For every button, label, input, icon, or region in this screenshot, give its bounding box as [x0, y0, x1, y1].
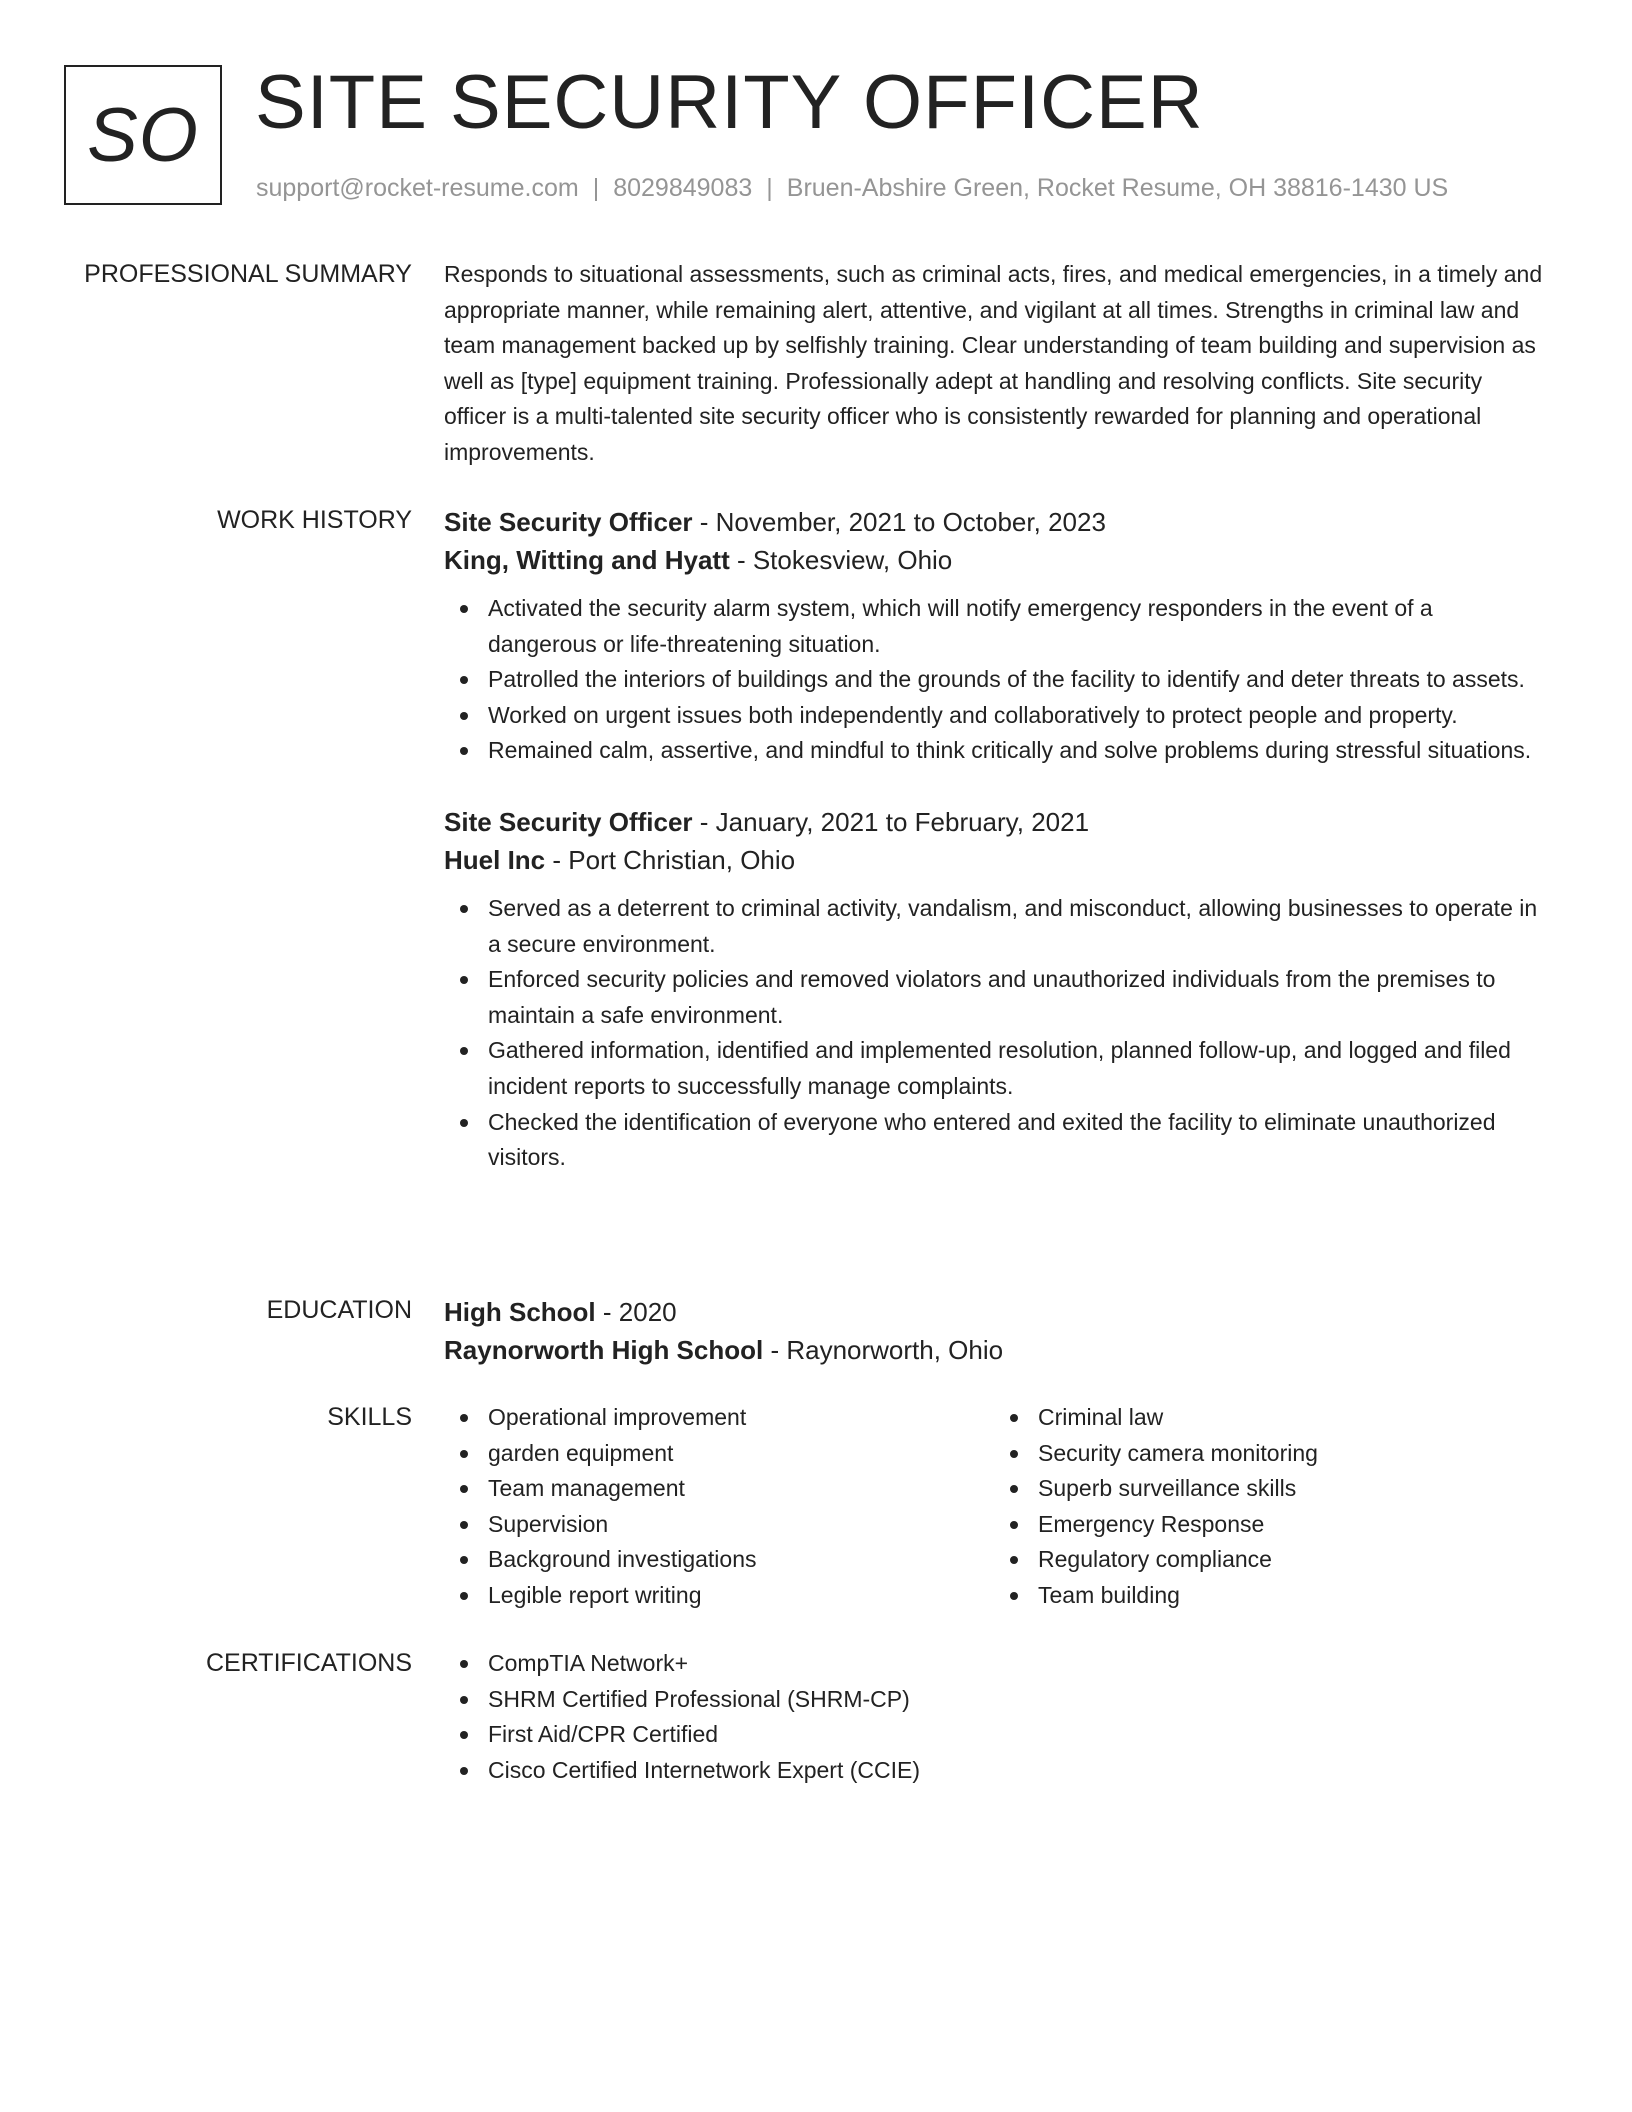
list-item: Criminal law: [1038, 1400, 1544, 1436]
job-entry: [444, 503, 1544, 769]
job-entry: [444, 803, 1544, 1176]
list-item: Regulatory compliance: [1038, 1542, 1544, 1578]
list-item: Worked on urgent issues both independently and collaboratively to protect people and property.: [488, 698, 1544, 734]
job-dates: - January, 2021 to February, 2021: [692, 806, 1090, 837]
list-item: Team building: [1038, 1578, 1544, 1614]
list-item: Remained calm, assertive, and mindful to think critically and solve problems during stressful situations.: [488, 733, 1544, 769]
summary-text: Responds to situational assessments, such as criminal acts, fires, and medical emergencies, in a timely and appropriate manner, while remaining alert, attentive, and vigilant at all times. Strengths in criminal law and team management backed up by selfishly training. Clear understanding of team building and supervision as well as [type] equipment training. Professionally adept at handling and resolving conflicts. Site security officer is a multi-talented site security officer who is consistently rewarded for planning and operational improvements.: [444, 261, 1543, 465]
list-item: Served as a deterrent to criminal activity, vandalism, and misconduct, allowing businesses to operate in a secure environment.: [488, 891, 1544, 962]
degree-line: [444, 1293, 1544, 1331]
job-role: Site Security Officer: [444, 507, 693, 537]
job-dates: - November, 2021 to October, 2023: [692, 507, 1106, 537]
job-company-line: [444, 841, 1544, 879]
list-item: First Aid/CPR Certified: [488, 1717, 1544, 1753]
skills-list-left: [444, 1400, 994, 1614]
contact-email[interactable]: support@rocket-resume.com: [256, 174, 579, 202]
list-item: Legible report writing: [488, 1578, 994, 1614]
monogram-box: [64, 65, 222, 205]
job-title-line: [444, 803, 1544, 841]
job-bullets: [444, 591, 1544, 769]
skills-list-right: [994, 1400, 1544, 1614]
job-bullets: [444, 891, 1544, 1176]
list-item: Security camera monitoring: [1038, 1436, 1544, 1472]
list-item: CompTIA Network+: [488, 1646, 1544, 1682]
section-title: CERTIFICATIONS: [205, 1649, 412, 1677]
job-title-line: [444, 503, 1544, 541]
contact-address: Bruen-Abshire Green, Rocket Resume, OH 38816-1430 US: [786, 174, 1449, 202]
section-title: SKILLS: [327, 1403, 412, 1431]
monogram-initials: SO: [87, 92, 199, 178]
list-item: garden equipment: [488, 1436, 994, 1472]
certifications-list: [444, 1646, 1544, 1788]
school-name: Raynorworth High School: [444, 1335, 764, 1365]
list-item: Superb surveillance skills: [1038, 1471, 1544, 1507]
job-company-line: [444, 541, 1544, 579]
contact-phone[interactable]: 8029849083: [613, 174, 753, 202]
list-item: SHRM Certified Professional (SHRM-CP): [488, 1682, 1544, 1718]
list-item: Enforced security policies and removed violators and unauthorized individuals from the premises to maintain a safe environment.: [488, 962, 1544, 1033]
skills-columns: [444, 1400, 1544, 1614]
certifications-body: [444, 1646, 1544, 1788]
list-item: Operational improvement: [488, 1400, 994, 1436]
resume-title: SITE SECURITY OFFICER: [255, 60, 1204, 145]
contact-line: [256, 172, 1448, 204]
job-company: King, Witting and Hyatt: [444, 545, 730, 575]
job-role: Site Security Officer: [444, 806, 693, 837]
list-item: Gathered information, identified and implemented resolution, planned follow-up, and logged and filed incident reports to successfully manage complaints.: [488, 1033, 1544, 1104]
section-title: WORK HISTORY: [217, 506, 412, 534]
contact-separator: |: [766, 174, 773, 202]
section-title: PROFESSIONAL SUMMARY: [84, 260, 412, 288]
skills-body: [444, 1400, 1544, 1614]
list-item: Cisco Certified Internetwork Expert (CCIE): [488, 1753, 1544, 1789]
degree-year: - 2020: [595, 1297, 677, 1327]
job-company: Huel Inc: [444, 844, 546, 875]
school-line: [444, 1331, 1544, 1369]
list-item: Team management: [488, 1471, 994, 1507]
school-location: - Raynorworth, Ohio: [763, 1335, 1004, 1365]
job-location: - Stokesview, Ohio: [729, 545, 953, 575]
degree: High School: [444, 1297, 596, 1327]
list-item: Supervision: [488, 1507, 994, 1543]
list-item: Patrolled the interiors of buildings and the grounds of the facility to identify and deter threats to assets.: [488, 662, 1544, 698]
work-history-body: [444, 503, 1544, 1176]
list-item: Checked the identification of everyone who entered and exited the facility to eliminate unauthorized visitors.: [488, 1105, 1544, 1176]
job-location: - Port Christian, Ohio: [545, 844, 796, 875]
contact-separator: |: [592, 174, 600, 202]
list-item: Emergency Response: [1038, 1507, 1544, 1543]
section-title: EDUCATION: [266, 1296, 412, 1324]
education-body: [444, 1293, 1544, 1369]
list-item: Activated the security alarm system, which will notify emergency responders in the event of a dangerous or life-threatening situation.: [488, 591, 1544, 662]
list-item: Background investigations: [488, 1542, 994, 1578]
